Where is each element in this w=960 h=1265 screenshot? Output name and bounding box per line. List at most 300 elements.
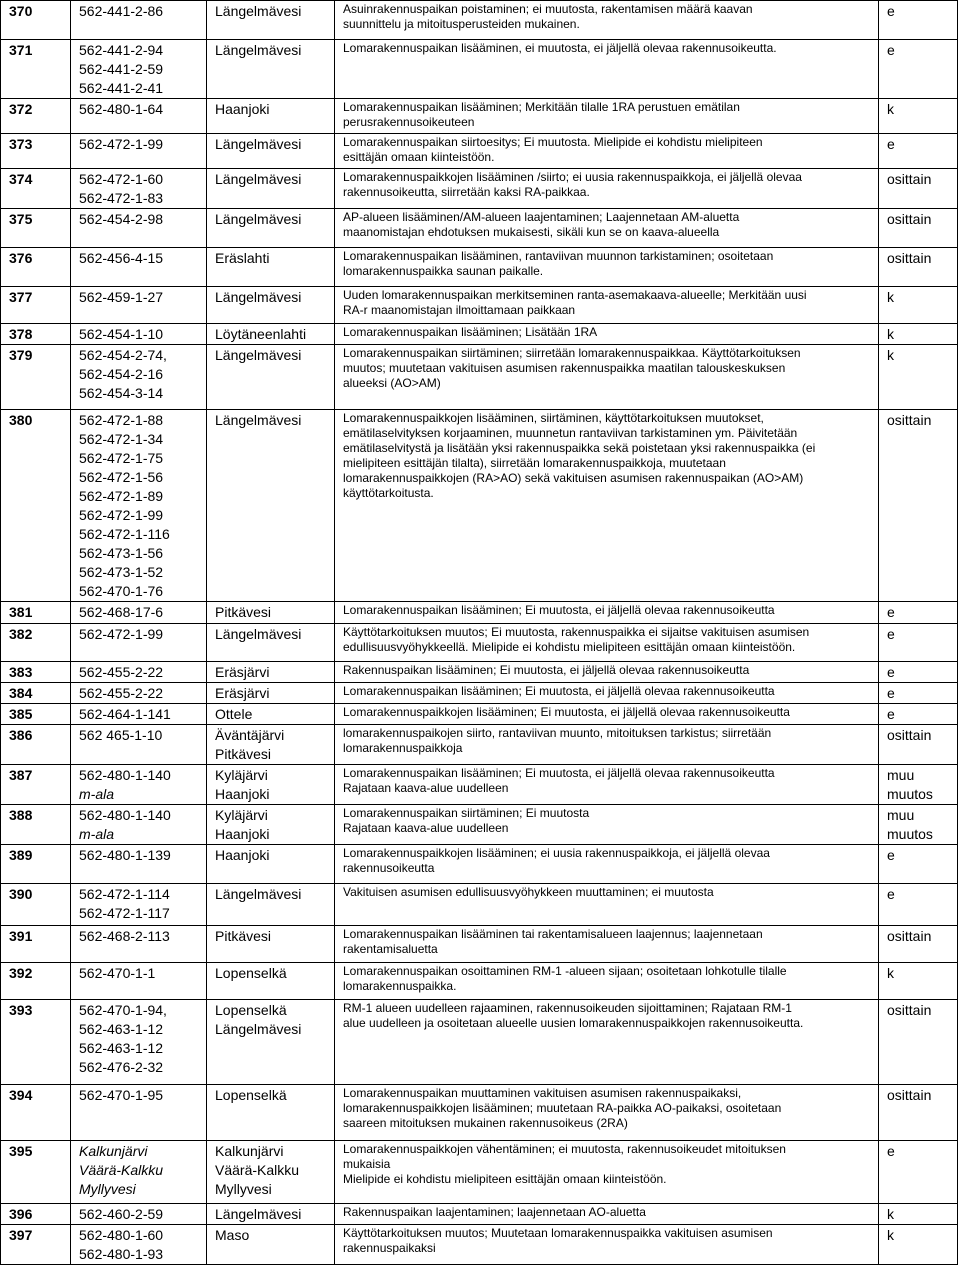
description bbox=[335, 963, 879, 1000]
description bbox=[335, 624, 879, 662]
property-id: 562-472-1-117 bbox=[79, 905, 170, 921]
decision-code-text: k bbox=[887, 1227, 894, 1243]
decision-code-text: e bbox=[887, 604, 895, 620]
village-name: Myllyvesi bbox=[215, 1181, 272, 1197]
row-number bbox=[1, 99, 71, 134]
description-line: Lomarakennuspaikan lisääminen; Lisätään 1RA bbox=[343, 325, 598, 339]
row-number bbox=[1, 1204, 71, 1225]
description-line: esittäjän omaan kiinteistöön. bbox=[343, 150, 495, 164]
table-row bbox=[1, 248, 958, 287]
decision-code-text: osittain bbox=[887, 412, 932, 428]
description-line: rakentamisaluetta bbox=[343, 942, 438, 956]
decision-code-text: e bbox=[887, 136, 895, 152]
village-name: Maso bbox=[215, 1227, 250, 1243]
decision-code bbox=[879, 209, 958, 248]
village-name: Kyläjärvi bbox=[215, 807, 268, 823]
property-id: 562-472-1-99 bbox=[79, 136, 164, 152]
decision-code-text: muu bbox=[887, 767, 915, 783]
description-line: Lomarakennuspaikan siirtäminen; siirretään lomarakennuspaikkaa. Käyttötarkoituksen bbox=[343, 346, 801, 360]
table-row bbox=[1, 324, 958, 345]
description-line: alue uudelleen ja osoitetaan alueelle uusien lomarakennuspaikkojen rakennusoikeutta. bbox=[343, 1016, 804, 1030]
description-line: mielipiteen esittäjän tilalta), siirretään lomarakennuspaikkoja, muutetaan bbox=[343, 456, 726, 470]
village-names bbox=[207, 287, 335, 324]
decision-code-text: e bbox=[887, 706, 895, 722]
description-line: Mielipide ei kohdistu mielipiteen esittäjän omaan kiinteistöön. bbox=[343, 1172, 667, 1186]
decision-code-text: osittain bbox=[887, 211, 932, 227]
row-number bbox=[1, 345, 71, 410]
property-id: 562-480-1-64 bbox=[79, 101, 164, 117]
table-row bbox=[1, 287, 958, 324]
description-line: suunnittelu ja mitoitusperusteiden mukainen. bbox=[343, 17, 580, 31]
description bbox=[335, 926, 879, 963]
village-names bbox=[207, 704, 335, 725]
property-id: 562-472-1-83 bbox=[79, 190, 164, 206]
property-id: 562-460-2-59 bbox=[79, 1206, 164, 1222]
property-ids bbox=[71, 410, 207, 602]
description-line: maanomistajan ehdotuksen mukaisesti, sikäli kun se on kaava-alueella bbox=[343, 225, 720, 239]
table-row bbox=[1, 40, 958, 99]
decision-code bbox=[879, 1085, 958, 1141]
property-ids bbox=[71, 40, 207, 99]
table-row bbox=[1, 765, 958, 805]
description-line: Lomarakennuspaikan lisääminen; Merkitään tilalle 1RA perustuen emätilan bbox=[343, 100, 740, 114]
property-id: 562-472-1-99 bbox=[79, 626, 164, 642]
description bbox=[335, 1085, 879, 1141]
decision-code-text: e bbox=[887, 42, 895, 58]
village-names bbox=[207, 248, 335, 287]
row-number-text: 376 bbox=[9, 250, 33, 266]
property-id: 562-480-1-139 bbox=[79, 847, 171, 863]
description bbox=[335, 704, 879, 725]
description-line: edullisuusvyöhykkeellä. Mielipide ei kohdistu mielipiteen esittäjän omaan kiinteistöön. bbox=[343, 640, 796, 654]
description-line: Lomarakennuspaikkojen vähentäminen; ei muutosta, rakennusoikeudet mitoituksen bbox=[343, 1142, 786, 1156]
table-row bbox=[1, 624, 958, 662]
table-row bbox=[1, 963, 958, 1000]
property-id: 562-441-2-94 bbox=[79, 42, 164, 58]
decision-code bbox=[879, 926, 958, 963]
row-number bbox=[1, 765, 71, 805]
description bbox=[335, 1000, 879, 1085]
decision-code bbox=[879, 287, 958, 324]
description-line: RA-r maanomistajan ilmoittamaan paikkaan bbox=[343, 303, 576, 317]
description bbox=[335, 248, 879, 287]
description bbox=[335, 169, 879, 209]
row-number-text: 395 bbox=[9, 1143, 33, 1159]
table-row bbox=[1, 725, 958, 765]
property-id: 562-470-1-76 bbox=[79, 583, 164, 599]
description-line: Vakituisen asumisen edullisuusvyöhykkeen muuttaminen; ei muutosta bbox=[343, 885, 714, 899]
description bbox=[335, 683, 879, 704]
property-ids bbox=[71, 602, 207, 624]
decision-code bbox=[879, 704, 958, 725]
table-row bbox=[1, 602, 958, 624]
property-id: 562-473-1-52 bbox=[79, 564, 164, 580]
table-row bbox=[1, 1, 958, 40]
village-name: Pitkävesi bbox=[215, 604, 272, 620]
property-ids bbox=[71, 345, 207, 410]
property-id: 562-473-1-56 bbox=[79, 545, 164, 561]
row-number bbox=[1, 926, 71, 963]
village-name: Haanjoki bbox=[215, 786, 270, 802]
table-row bbox=[1, 134, 958, 169]
property-id: 562-464-1-141 bbox=[79, 706, 171, 722]
description-line: emätilaselvityksen korjaaminen, muunnetun rantaviivan tarkistaminen ym. Päivitetään bbox=[343, 426, 798, 440]
row-number-text: 381 bbox=[9, 604, 33, 620]
property-ids bbox=[71, 99, 207, 134]
decision-code-text: muutos bbox=[887, 826, 933, 842]
village-name: Haanjoki bbox=[215, 101, 270, 117]
description-line: Uuden lomarakennuspaikan merkitseminen ranta-asemakaava-alueelle; Merkitään uusi bbox=[343, 288, 807, 302]
property-id: 562-472-1-75 bbox=[79, 450, 164, 466]
village-names bbox=[207, 1225, 335, 1265]
village-name: Eräsjärvi bbox=[215, 685, 270, 701]
description-line: Lomarakennuspaikan lisääminen; Ei muutosta, ei jäljellä olevaa rakennusoikeutta bbox=[343, 766, 775, 780]
row-number bbox=[1, 1085, 71, 1141]
decision-code bbox=[879, 1225, 958, 1265]
village-names bbox=[207, 345, 335, 410]
row-number-text: 373 bbox=[9, 136, 33, 152]
description-line: Asuinrakennuspaikan poistaminen; ei muutosta, rakentamisen määrä kaavan bbox=[343, 2, 753, 16]
description-line: Lomarakennuspaikkojen lisääminen, siirtäminen, käyttötarkoituksen muutokset, bbox=[343, 411, 764, 425]
row-number-text: 393 bbox=[9, 1002, 33, 1018]
property-id: 562-468-17-6 bbox=[79, 604, 164, 620]
table-row bbox=[1, 1204, 958, 1225]
village-names bbox=[207, 1, 335, 40]
property-id: 562-441-2-86 bbox=[79, 3, 164, 19]
property-id: 562-480-1-140 bbox=[79, 807, 171, 823]
village-name: Kyläjärvi bbox=[215, 767, 268, 783]
row-number-text: 383 bbox=[9, 664, 33, 680]
decision-code-text: e bbox=[887, 886, 895, 902]
description-line: Lomarakennuspaikan lisääminen, ei muutosta, ei jäljellä olevaa rakennusoikeutta. bbox=[343, 41, 777, 55]
description-line: Rajataan kaava-alue uudelleen bbox=[343, 781, 509, 795]
description bbox=[335, 845, 879, 884]
description-line: AP-alueen lisääminen/AM-alueen laajentaminen; Laajennetaan AM-aluetta bbox=[343, 210, 740, 224]
row-number-text: 371 bbox=[9, 42, 33, 58]
property-id: Myllyvesi bbox=[79, 1181, 136, 1197]
description-line: rakennusoikeutta, siirretään kaksi RA-paikkaa. bbox=[343, 185, 590, 199]
village-name: Pitkävesi bbox=[215, 746, 272, 762]
table-row bbox=[1, 1000, 958, 1085]
village-names bbox=[207, 624, 335, 662]
row-number-text: 370 bbox=[9, 3, 33, 19]
property-id: 562 465-1-10 bbox=[79, 727, 163, 743]
decision-code-text: osittain bbox=[887, 1087, 932, 1103]
description-line: Lomarakennuspaikan lisääminen; Ei muutosta, ei jäljellä olevaa rakennusoikeutta bbox=[343, 684, 775, 698]
row-number bbox=[1, 410, 71, 602]
decision-code bbox=[879, 602, 958, 624]
row-number-text: 391 bbox=[9, 928, 33, 944]
property-id: m-ala bbox=[79, 786, 115, 802]
row-number-text: 375 bbox=[9, 211, 33, 227]
property-id: 562-454-3-14 bbox=[79, 385, 164, 401]
property-ids bbox=[71, 926, 207, 963]
description bbox=[335, 324, 879, 345]
description-line: Lomarakennuspaikan lisääminen; Ei muutosta, ei jäljellä olevaa rakennusoikeutta bbox=[343, 603, 775, 617]
row-number-text: 385 bbox=[9, 706, 33, 722]
description-line: perusrakennusoikeuteen bbox=[343, 115, 475, 129]
description-line: rakennuspaikaksi bbox=[343, 1241, 436, 1255]
property-ids bbox=[71, 963, 207, 1000]
row-number bbox=[1, 287, 71, 324]
property-id: 562-441-2-41 bbox=[79, 80, 164, 96]
description bbox=[335, 1, 879, 40]
village-names bbox=[207, 602, 335, 624]
property-id: 562-472-1-88 bbox=[79, 412, 164, 428]
description-line: RM-1 alueen uudelleen rajaaminen, rakennusoikeuden sijoittaminen; Rajataan RM-1 bbox=[343, 1001, 792, 1015]
table-row bbox=[1, 169, 958, 209]
property-ids bbox=[71, 624, 207, 662]
decision-code-text: osittain bbox=[887, 1002, 932, 1018]
row-number bbox=[1, 805, 71, 845]
row-number-text: 394 bbox=[9, 1087, 33, 1103]
table-row bbox=[1, 805, 958, 845]
description bbox=[335, 765, 879, 805]
village-names bbox=[207, 410, 335, 602]
village-name: Lopenselkä bbox=[215, 965, 287, 981]
row-number-text: 377 bbox=[9, 289, 33, 305]
property-ids bbox=[71, 1000, 207, 1085]
village-names bbox=[207, 209, 335, 248]
property-ids bbox=[71, 169, 207, 209]
row-number-text: 396 bbox=[9, 1206, 33, 1222]
description-line: Lomarakennuspaikan siirtäminen; Ei muutosta bbox=[343, 806, 590, 820]
property-ids bbox=[71, 1141, 207, 1204]
decision-code bbox=[879, 683, 958, 704]
property-ids bbox=[71, 884, 207, 926]
property-ids bbox=[71, 662, 207, 683]
property-id: 562-454-2-98 bbox=[79, 211, 164, 227]
property-ids bbox=[71, 1225, 207, 1265]
row-number-text: 386 bbox=[9, 727, 33, 743]
village-names bbox=[207, 40, 335, 99]
village-name: Eräslahti bbox=[215, 250, 270, 266]
property-id: m-ala bbox=[79, 826, 115, 842]
village-name: Löytäneenlahti bbox=[215, 326, 307, 342]
property-id: 562-441-2-59 bbox=[79, 61, 164, 77]
decision-code bbox=[879, 345, 958, 410]
description bbox=[335, 345, 879, 410]
row-number bbox=[1, 725, 71, 765]
village-names bbox=[207, 1000, 335, 1085]
description bbox=[335, 287, 879, 324]
decision-code-text: k bbox=[887, 101, 894, 117]
description bbox=[335, 1225, 879, 1265]
village-names bbox=[207, 725, 335, 765]
table-row bbox=[1, 704, 958, 725]
property-id: 562-470-1-95 bbox=[79, 1087, 164, 1103]
row-number bbox=[1, 884, 71, 926]
property-id: 562-470-1-94, bbox=[79, 1002, 167, 1018]
decision-code bbox=[879, 99, 958, 134]
decision-code bbox=[879, 1, 958, 40]
description-line: Lomarakennuspaikan lisääminen, rantaviivan muunnon tarkistaminen; osoitetaan bbox=[343, 249, 774, 263]
description-line: lomarakennuspaikkoja bbox=[343, 741, 463, 755]
decision-code bbox=[879, 845, 958, 884]
table-row bbox=[1, 410, 958, 602]
row-number-text: 390 bbox=[9, 886, 33, 902]
row-number bbox=[1, 134, 71, 169]
table-row bbox=[1, 99, 958, 134]
property-id: Väärä-Kalkku bbox=[79, 1162, 164, 1178]
property-id: 562-472-1-34 bbox=[79, 431, 164, 447]
property-ids bbox=[71, 725, 207, 765]
row-number-text: 388 bbox=[9, 807, 33, 823]
village-name: Längelmävesi bbox=[215, 136, 302, 152]
property-id: 562-463-1-12 bbox=[79, 1040, 164, 1056]
description bbox=[335, 99, 879, 134]
description-line: Lomarakennuspaikan lisääminen tai rakentamisalueen laajennus; laajennetaan bbox=[343, 927, 763, 941]
row-number bbox=[1, 845, 71, 884]
description-line: Lomarakennuspaikan osoittaminen RM-1 -alueen sijaan; osoitetaan lohkotulle tilalle bbox=[343, 964, 787, 978]
description bbox=[335, 209, 879, 248]
description-line: Lomarakennuspaikan siirtoesitys; Ei muutosta. Mielipide ei kohdistu mielipiteen bbox=[343, 135, 763, 149]
village-names bbox=[207, 324, 335, 345]
village-names bbox=[207, 963, 335, 1000]
village-name: Ottele bbox=[215, 706, 253, 722]
description bbox=[335, 1204, 879, 1225]
village-name: Längelmävesi bbox=[215, 1206, 302, 1222]
row-number-text: 387 bbox=[9, 767, 33, 783]
decision-code-text: osittain bbox=[887, 727, 932, 743]
decision-code-text: e bbox=[887, 685, 895, 701]
property-id: 562-454-2-16 bbox=[79, 366, 164, 382]
village-name: Kalkunjärvi bbox=[215, 1143, 284, 1159]
village-name: Lopenselkä bbox=[215, 1002, 287, 1018]
village-names bbox=[207, 1204, 335, 1225]
description-line: käyttötarkoitusta. bbox=[343, 486, 434, 500]
property-id: 562-476-2-32 bbox=[79, 1059, 164, 1075]
row-number-text: 380 bbox=[9, 412, 33, 428]
decision-code-text: k bbox=[887, 289, 894, 305]
village-name: Längelmävesi bbox=[215, 1021, 302, 1037]
village-name: Längelmävesi bbox=[215, 289, 302, 305]
table-row bbox=[1, 345, 958, 410]
property-id: 562-454-2-74, bbox=[79, 347, 167, 363]
description bbox=[335, 884, 879, 926]
row-number bbox=[1, 1000, 71, 1085]
village-names bbox=[207, 134, 335, 169]
table-row bbox=[1, 884, 958, 926]
property-ids bbox=[71, 1, 207, 40]
village-name: Längelmävesi bbox=[215, 3, 302, 19]
village-name: Längelmävesi bbox=[215, 347, 302, 363]
description bbox=[335, 662, 879, 683]
row-number bbox=[1, 662, 71, 683]
property-id: 562-472-1-114 bbox=[79, 886, 170, 902]
table-row bbox=[1, 926, 958, 963]
village-names bbox=[207, 662, 335, 683]
property-id: 562-463-1-12 bbox=[79, 1021, 164, 1037]
village-names bbox=[207, 845, 335, 884]
table-row bbox=[1, 1141, 958, 1204]
description-line: Lomarakennuspaikan muuttaminen vakituisen asumisen rakennuspaikaksi, bbox=[343, 1086, 742, 1100]
row-number bbox=[1, 624, 71, 662]
row-number-text: 378 bbox=[9, 326, 33, 342]
property-ids bbox=[71, 1085, 207, 1141]
row-number bbox=[1, 324, 71, 345]
decision-code-text: osittain bbox=[887, 250, 932, 266]
description-line: Rakennuspaikan laajentaminen; laajennetaan AO-aluetta bbox=[343, 1205, 646, 1219]
decision-code bbox=[879, 1000, 958, 1085]
property-id: 562-480-1-60 bbox=[79, 1227, 164, 1243]
decision-code bbox=[879, 169, 958, 209]
row-number bbox=[1, 602, 71, 624]
description bbox=[335, 134, 879, 169]
description-line: Rakennuspaikan lisääminen; Ei muutosta, ei jäljellä olevaa rakennusoikeutta bbox=[343, 663, 750, 677]
property-id: 562-472-1-89 bbox=[79, 488, 164, 504]
village-names bbox=[207, 99, 335, 134]
property-ids bbox=[71, 248, 207, 287]
row-number bbox=[1, 1141, 71, 1204]
table-row bbox=[1, 662, 958, 683]
description bbox=[335, 1141, 879, 1204]
property-id: 562-480-1-93 bbox=[79, 1246, 164, 1262]
village-name: Lopenselkä bbox=[215, 1087, 287, 1103]
row-number-text: 382 bbox=[9, 626, 33, 642]
property-id: 562-480-1-140 bbox=[79, 767, 171, 783]
property-ids bbox=[71, 287, 207, 324]
row-number-text: 397 bbox=[9, 1227, 33, 1243]
row-number bbox=[1, 1, 71, 40]
row-number bbox=[1, 1225, 71, 1265]
table-row bbox=[1, 1225, 958, 1265]
property-id: 562-472-1-116 bbox=[79, 526, 170, 542]
description-line: alueeksi (AO>AM) bbox=[343, 376, 441, 390]
village-names bbox=[207, 884, 335, 926]
description-line: saareen mitoituksen mukainen rakennusoikeus (2RA) bbox=[343, 1116, 628, 1130]
description-line: rakennusoikeutta bbox=[343, 861, 435, 875]
decision-code-text: k bbox=[887, 965, 894, 981]
decision-code bbox=[879, 765, 958, 805]
village-name: Haanjoki bbox=[215, 847, 270, 863]
village-name: Längelmävesi bbox=[215, 171, 302, 187]
decision-code bbox=[879, 40, 958, 99]
row-number-text: 384 bbox=[9, 685, 33, 701]
row-number bbox=[1, 248, 71, 287]
village-names bbox=[207, 683, 335, 704]
row-number bbox=[1, 704, 71, 725]
description-line: lomarakennuspaikkojen lisääminen; muutetaan RA-paikka AO-paikaksi, osoitetaan bbox=[343, 1101, 782, 1115]
decision-code-text: muu bbox=[887, 807, 915, 823]
property-id: 562-472-1-56 bbox=[79, 469, 164, 485]
description-line: lomarakennuspaikka saunan paikalle. bbox=[343, 264, 544, 278]
table-row bbox=[1, 209, 958, 248]
row-number-text: 389 bbox=[9, 847, 33, 863]
village-name: Eräsjärvi bbox=[215, 664, 270, 680]
table-row bbox=[1, 1085, 958, 1141]
property-ids bbox=[71, 324, 207, 345]
decision-code bbox=[879, 805, 958, 845]
property-ids bbox=[71, 209, 207, 248]
description bbox=[335, 602, 879, 624]
decision-code-text: e bbox=[887, 626, 895, 642]
description bbox=[335, 410, 879, 602]
row-number-text: 374 bbox=[9, 171, 33, 187]
property-ids bbox=[71, 765, 207, 805]
row-number bbox=[1, 683, 71, 704]
row-number bbox=[1, 209, 71, 248]
decision-code bbox=[879, 725, 958, 765]
village-names bbox=[207, 926, 335, 963]
decision-code bbox=[879, 1204, 958, 1225]
description-line: lomarakennuspaikka. bbox=[343, 979, 457, 993]
village-name: Väärä-Kalkku bbox=[215, 1162, 300, 1178]
village-name: Pitkävesi bbox=[215, 928, 272, 944]
row-number bbox=[1, 169, 71, 209]
decision-code bbox=[879, 134, 958, 169]
village-names bbox=[207, 169, 335, 209]
